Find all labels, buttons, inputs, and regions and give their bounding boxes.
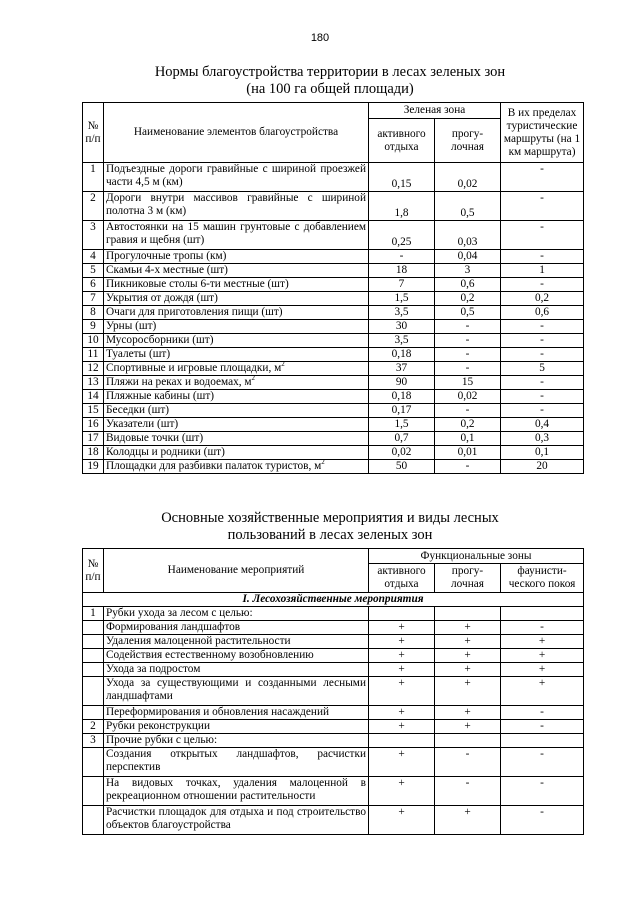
table-row [83, 376, 584, 390]
table-row [83, 621, 584, 635]
fauna-rest-mark [501, 734, 584, 748]
activity-name: Удаления малоценной растительности [104, 635, 369, 649]
walking-value: 0,02 [435, 163, 501, 192]
walking-value: 0,2 [435, 418, 501, 432]
tourist-route-value: 0,4 [501, 418, 584, 432]
row-number [83, 706, 104, 720]
walking-value: - [435, 404, 501, 418]
active-rest-mark: + [369, 677, 435, 706]
walking-value: - [435, 320, 501, 334]
table-row [83, 734, 584, 748]
unit-exponent: 2 [321, 459, 325, 467]
fauna-rest-mark: - [501, 777, 584, 806]
element-name [104, 390, 369, 404]
walking-value: 0,03 [435, 221, 501, 250]
active-rest-value: 0,17 [369, 404, 435, 418]
active-rest-mark: + [369, 748, 435, 777]
table-row [83, 649, 584, 663]
table-row [83, 607, 584, 621]
row-number [83, 777, 104, 806]
element-name [104, 264, 369, 278]
table-row [83, 806, 584, 835]
walking-value: 0,02 [435, 390, 501, 404]
table-row [83, 163, 584, 192]
element-name [104, 192, 369, 221]
activity-name: Содействия естественному возобновлению [104, 649, 369, 663]
header-tourist-routes: В их пределах туристические маршруты (на 1 км маршрута) [501, 103, 584, 163]
element-name-text: Видовые точки (шт) [106, 432, 204, 444]
table-row [83, 635, 584, 649]
header-green-zone: Зеленая зона [369, 103, 501, 119]
table-row [83, 706, 584, 720]
row-number [83, 649, 104, 663]
walking-mark: + [435, 706, 501, 720]
table-row [83, 221, 584, 250]
fauna-rest-mark: - [501, 720, 584, 734]
tourist-route-value: - [501, 221, 584, 250]
row-number: 5 [83, 264, 104, 278]
tourist-route-value: - [501, 348, 584, 362]
walking-value: 0,5 [435, 192, 501, 221]
active-rest-mark: + [369, 649, 435, 663]
row-number: 6 [83, 278, 104, 292]
tourist-route-value: 0,2 [501, 292, 584, 306]
walking-mark: - [435, 777, 501, 806]
row-number: 18 [83, 446, 104, 460]
walking-value: 0,5 [435, 306, 501, 320]
active-rest-value: 90 [369, 376, 435, 390]
active-rest-value: 3,5 [369, 334, 435, 348]
row-number: 3 [83, 734, 104, 748]
table1-title [80, 64, 580, 98]
element-name [104, 334, 369, 348]
table2-title-line2: пользований в лесах зеленых зон [227, 527, 433, 543]
row-number: 19 [83, 460, 104, 474]
header-element-name: Наименование элементов благоустройства [104, 103, 369, 163]
active-rest-value: 7 [369, 278, 435, 292]
section-forestry-activities: I. Лесохозяйственные мероприятия [83, 593, 584, 607]
activity-name: Прочие рубки с целью: [104, 734, 369, 748]
activity-name: Рубки ухода за лесом с целью: [104, 607, 369, 621]
element-name [104, 306, 369, 320]
row-number: 1 [83, 163, 104, 192]
walking-value: 0,2 [435, 292, 501, 306]
element-name-text: Укрытия от дождя (шт) [106, 292, 218, 304]
walking-mark: + [435, 677, 501, 706]
row-number: 2 [83, 720, 104, 734]
table-row [83, 720, 584, 734]
fauna-rest-mark: + [501, 677, 584, 706]
table-row [83, 418, 584, 432]
element-name-text: Дороги внутри массивов гравийные с шириной полотна 3 м (км) [106, 192, 366, 217]
row-number: 2 [83, 192, 104, 221]
active-rest-value: 0,18 [369, 390, 435, 404]
row-number [83, 677, 104, 706]
row-number: 9 [83, 320, 104, 334]
walking-value: 0,6 [435, 278, 501, 292]
tourist-route-value: 5 [501, 362, 584, 376]
element-name [104, 362, 369, 376]
row-number: 16 [83, 418, 104, 432]
element-name [104, 446, 369, 460]
fauna-rest-mark: + [501, 663, 584, 677]
activity-name: Переформирования и обновления насаждений [104, 706, 369, 720]
header-functional-zones: Функциональные зоны [369, 549, 584, 564]
element-name-text: Колодцы и родники (шт) [106, 446, 225, 458]
tourist-route-value: - [501, 278, 584, 292]
element-name-text: Урны (шт) [106, 320, 157, 332]
active-rest-value: 30 [369, 320, 435, 334]
element-name [104, 292, 369, 306]
row-number: 1 [83, 607, 104, 621]
table-row [83, 748, 584, 777]
header-activity-name: Наименование мероприятий [104, 549, 369, 593]
table-row [83, 192, 584, 221]
walking-mark: + [435, 663, 501, 677]
element-name-text: Указатели (шт) [106, 418, 179, 430]
activity-name: Ухода за подростом [104, 663, 369, 677]
row-number [83, 806, 104, 835]
table-row [83, 348, 584, 362]
element-name [104, 376, 369, 390]
row-number: 12 [83, 362, 104, 376]
element-name [104, 221, 369, 250]
row-number: 8 [83, 306, 104, 320]
active-rest-value: - [369, 250, 435, 264]
walking-mark: + [435, 720, 501, 734]
element-name-text: Пляжи на реках и водоемах, м [106, 376, 252, 388]
fauna-rest-mark [501, 607, 584, 621]
tourist-route-value: 0,1 [501, 446, 584, 460]
active-rest-value: 0,15 [369, 163, 435, 192]
walking-value: - [435, 348, 501, 362]
element-name [104, 348, 369, 362]
header-active-rest: активного отдыха [369, 564, 435, 593]
table-row [83, 278, 584, 292]
activity-name: Формирования ландшафтов [104, 621, 369, 635]
walking-mark: + [435, 806, 501, 835]
fauna-rest-mark: + [501, 635, 584, 649]
row-number: 10 [83, 334, 104, 348]
active-rest-mark: + [369, 621, 435, 635]
walking-mark: + [435, 621, 501, 635]
table2-title [80, 510, 580, 544]
header-num: № п/п [83, 549, 104, 593]
activity-name: Создания открытых ландшафтов, расчистки перспектив [104, 748, 369, 777]
row-number: 3 [83, 221, 104, 250]
active-rest-value: 1,5 [369, 292, 435, 306]
walking-value: 0,1 [435, 432, 501, 446]
fauna-rest-mark: + [501, 649, 584, 663]
table-row [83, 362, 584, 376]
walking-value: 0,01 [435, 446, 501, 460]
tourist-route-value: - [501, 334, 584, 348]
row-number [83, 663, 104, 677]
walking-value: 0,04 [435, 250, 501, 264]
fauna-rest-mark: - [501, 806, 584, 835]
element-name-text: Мусоросборники (шт) [106, 334, 214, 346]
table-row [83, 446, 584, 460]
activity-name: На видовых точках, удаления малоценной в рекреационном отношении растительности [104, 777, 369, 806]
row-number [83, 621, 104, 635]
tourist-route-value: 20 [501, 460, 584, 474]
active-rest-value: 3,5 [369, 306, 435, 320]
row-number [83, 635, 104, 649]
table-row [83, 320, 584, 334]
walking-mark: - [435, 748, 501, 777]
row-number: 4 [83, 250, 104, 264]
tourist-route-value: 0,6 [501, 306, 584, 320]
active-rest-mark: + [369, 663, 435, 677]
walking-value: 3 [435, 264, 501, 278]
element-name-text: Подъездные дороги гравийные с шириной проезжей части 4,5 м (км) [106, 163, 366, 188]
tourist-route-value: - [501, 320, 584, 334]
element-name-text: Очаги для приготовления пищи (шт) [106, 306, 283, 318]
table-row [83, 334, 584, 348]
landscaping-norms-table [82, 102, 584, 474]
element-name-text: Пикниковые столы 6-ти местные (шт) [106, 278, 289, 290]
active-rest-mark: + [369, 635, 435, 649]
table-row [83, 404, 584, 418]
table-row [83, 292, 584, 306]
element-name-text: Скамьи 4-х местные (шт) [106, 264, 228, 276]
active-rest-mark: + [369, 720, 435, 734]
walking-mark: + [435, 649, 501, 663]
element-name [104, 418, 369, 432]
table1-title-line2: (на 100 га общей площади) [246, 81, 414, 97]
row-number [83, 748, 104, 777]
active-rest-value: 1,5 [369, 418, 435, 432]
table-row [83, 432, 584, 446]
active-rest-value: 50 [369, 460, 435, 474]
table-row [83, 250, 584, 264]
walking-value: 15 [435, 376, 501, 390]
row-number: 15 [83, 404, 104, 418]
walking-mark: + [435, 635, 501, 649]
forest-activities-table [82, 548, 584, 835]
element-name [104, 432, 369, 446]
table1-title-line1: Нормы благоустройства территории в лесах зеленых зон [154, 64, 506, 80]
walking-mark [435, 607, 501, 621]
active-rest-value: 0,02 [369, 446, 435, 460]
tourist-route-value: - [501, 390, 584, 404]
element-name-text: Автостоянки на 15 машин грунтовые с добавлением гравия и щебня (шт) [106, 221, 366, 246]
element-name [104, 250, 369, 264]
fauna-rest-mark: - [501, 706, 584, 720]
walking-value: - [435, 362, 501, 376]
active-rest-mark [369, 607, 435, 621]
table2-title-line1: Основные хозяйственные мероприятия и виды лесных [161, 510, 499, 526]
page-number: 180 [310, 32, 330, 44]
active-rest-value: 18 [369, 264, 435, 278]
element-name [104, 460, 369, 474]
row-number: 13 [83, 376, 104, 390]
tourist-route-value: - [501, 376, 584, 390]
element-name [104, 404, 369, 418]
row-number: 17 [83, 432, 104, 446]
tourist-route-value: 1 [501, 264, 584, 278]
walking-mark [435, 734, 501, 748]
tourist-route-value: 0,3 [501, 432, 584, 446]
activity-name: Расчистки площадок для отдыха и под строительство объектов благоустройства [104, 806, 369, 835]
row-number: 7 [83, 292, 104, 306]
fauna-rest-mark: - [501, 748, 584, 777]
element-name-text: Спортивные и игровые площадки, м [106, 362, 282, 374]
header-fauna-rest: фаунисти-ческого покоя [501, 564, 584, 593]
element-name [104, 278, 369, 292]
active-rest-value: 0,18 [369, 348, 435, 362]
element-name [104, 163, 369, 192]
element-name-text: Беседки (шт) [106, 404, 170, 416]
header-walking: прогу-лочная [435, 564, 501, 593]
header-active-rest: активного отдыха [369, 119, 435, 163]
fauna-rest-mark: - [501, 621, 584, 635]
row-number: 11 [83, 348, 104, 362]
row-number: 14 [83, 390, 104, 404]
active-rest-value: 37 [369, 362, 435, 376]
active-rest-value: 1,8 [369, 192, 435, 221]
element-name-text: Пляжные кабины (шт) [106, 390, 215, 402]
walking-value: - [435, 334, 501, 348]
table-row [83, 777, 584, 806]
element-name-text: Туалеты (шт) [106, 348, 171, 360]
unit-exponent: 2 [281, 361, 285, 369]
header-num: № п/п [83, 103, 104, 163]
header-walking: прогу-лочная [435, 119, 501, 163]
tourist-route-value: - [501, 163, 584, 192]
table-row [83, 390, 584, 404]
tourist-route-value: - [501, 192, 584, 221]
element-name-text: Площадки для разбивки палаток туристов, м [106, 460, 322, 472]
table-row [83, 306, 584, 320]
table-row [83, 264, 584, 278]
active-rest-value: 0,25 [369, 221, 435, 250]
activity-name: Ухода за существующими и созданными лесными ландшафтами [104, 677, 369, 706]
active-rest-mark: + [369, 806, 435, 835]
active-rest-mark [369, 734, 435, 748]
walking-value: - [435, 460, 501, 474]
table-row [83, 663, 584, 677]
table-row [83, 677, 584, 706]
active-rest-mark: + [369, 706, 435, 720]
table-row [83, 460, 584, 474]
element-name-text: Прогулочные тропы (км) [106, 250, 227, 262]
element-name [104, 320, 369, 334]
active-rest-mark: + [369, 777, 435, 806]
unit-exponent: 2 [251, 375, 256, 383]
tourist-route-value: - [501, 404, 584, 418]
tourist-route-value: - [501, 250, 584, 264]
activity-name: Рубки реконструкции [104, 720, 369, 734]
active-rest-value: 0,7 [369, 432, 435, 446]
